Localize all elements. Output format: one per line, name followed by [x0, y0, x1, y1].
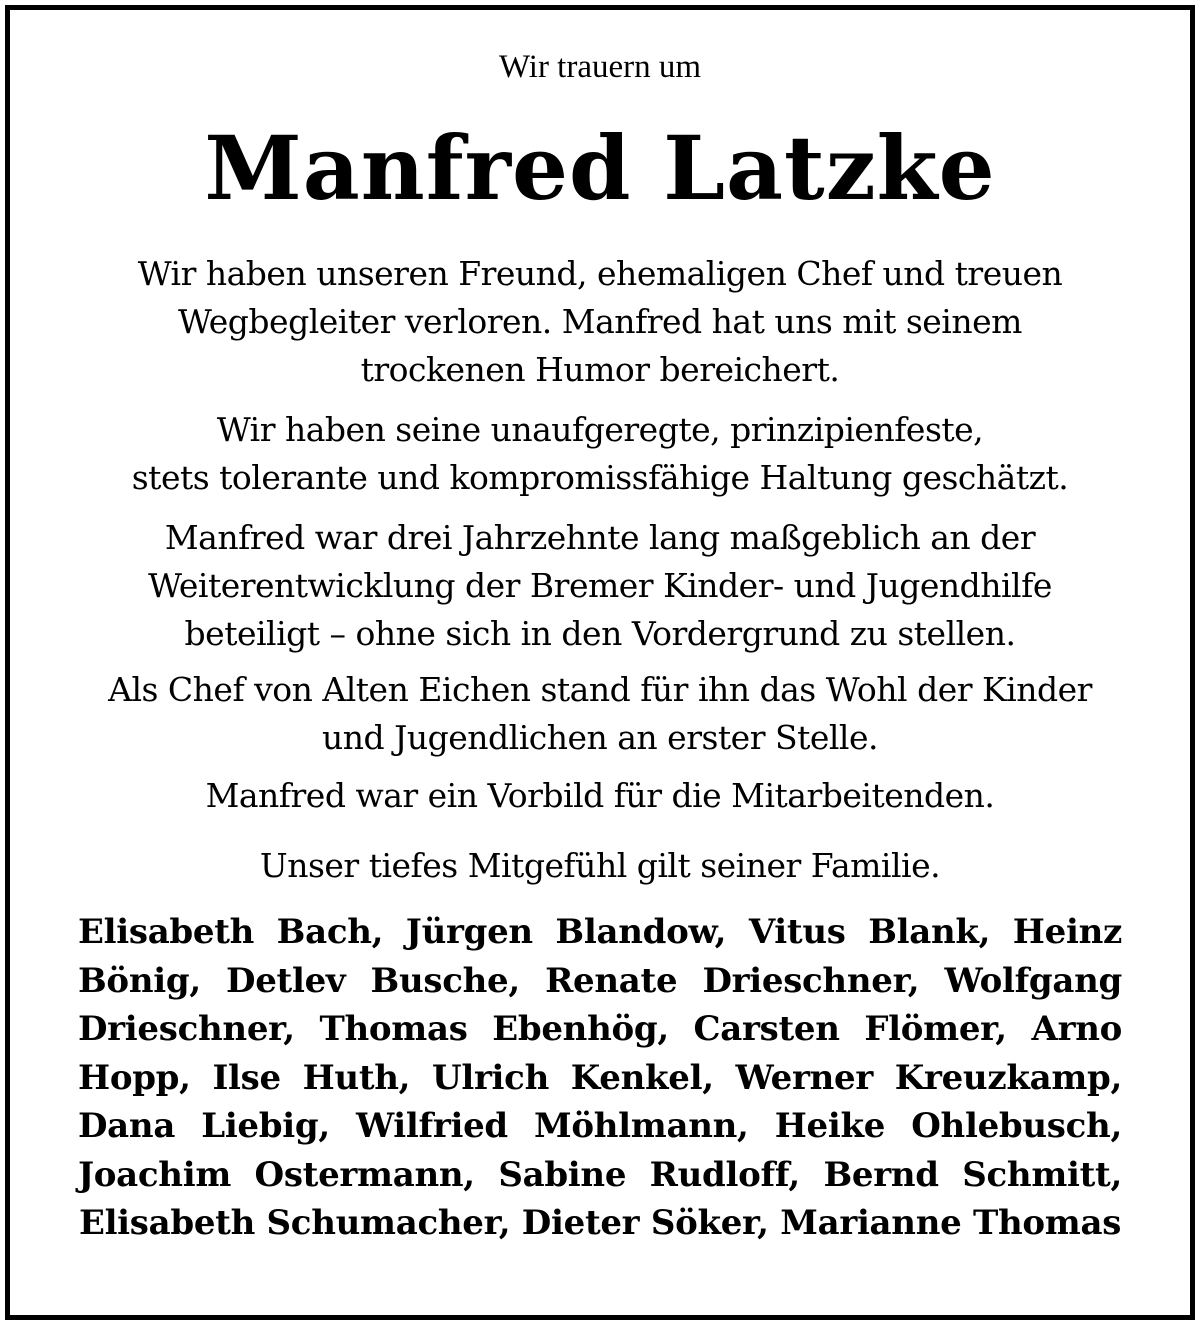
text-line: und Jugendlichen an erster Stelle. — [322, 718, 878, 757]
text-line: Wir haben unseren Freund, ehemaligen Chef und treuen — [137, 254, 1063, 293]
text-line: beteiligt – ohne sich in den Vordergrund zu stellen. — [184, 614, 1016, 653]
text-line: Manfred war drei Jahrzehnte lang maßgeblich an der — [164, 518, 1036, 557]
paragraph-role-model — [60, 772, 1140, 820]
text-line: Als Chef von Alten Eichen stand für ihn das Wohl der Kinder — [108, 670, 1092, 709]
paragraph-alten-eichen — [60, 666, 1140, 762]
text-line: Weiterentwicklung der Bremer Kinder- und Jugendhilfe — [148, 566, 1052, 605]
condolence-line: Unser tiefes Mitgefühl gilt seiner Familie. — [259, 846, 941, 885]
paragraph-attitude — [60, 406, 1140, 502]
obituary-frame — [5, 5, 1195, 1320]
signers-list: Elisabeth Bach, Jürgen Blandow, Vitus Blank, Heinz Bönig, Detlev Busche, Renate Drieschner, Wolfgang Drieschner, Thomas Ebenhög, Carsten Flömer, Arno Hopp, Ilse Huth, Ulrich Kenkel, Werner Kreuzkamp, Dana Liebig, Wilfried Möhlmann, Heike Ohlebusch, Joachim Ostermann, Sabine Rudloff, Bernd Schmitt, Elisabeth Schumacher, Dieter Söker, Marianne Thomas — [78, 912, 1122, 1243]
text-line: Wegbegleiter verloren. Manfred hat uns mit seinem — [178, 302, 1022, 341]
intro-line: Wir trauern um — [498, 49, 702, 85]
text-line: Wir haben seine unaufgeregte, prinzipienfeste, — [216, 410, 984, 449]
text-line: trockenen Humor bereichert. — [360, 350, 840, 389]
paragraph-friend — [60, 250, 1140, 394]
deceased-name: Manfred Latzke — [204, 116, 996, 220]
text-line: stets tolerante und kompromissfähige Haltung geschätzt. — [131, 458, 1069, 497]
paragraph-career — [60, 514, 1140, 658]
text-line: Manfred war ein Vorbild für die Mitarbeitenden. — [205, 776, 995, 815]
